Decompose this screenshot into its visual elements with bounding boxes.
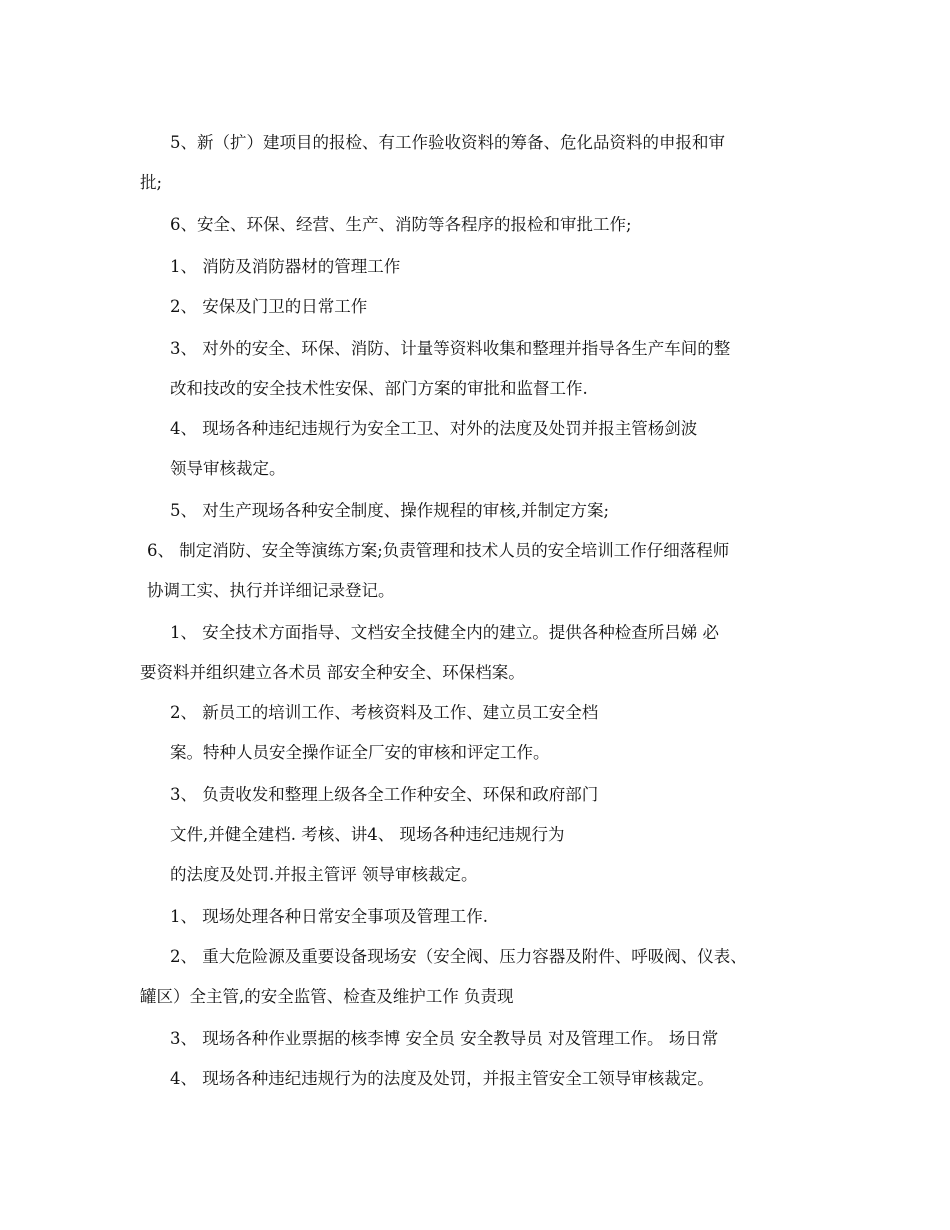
text-line: 文件,并健全建档. 考核、讲4、 现场各种违纪违规行为 [170, 825, 565, 844]
text-line: 案。特种人员安全操作证全厂安的审核和评定工作。 [170, 743, 550, 762]
text-line: 领导审核裁定。 [170, 459, 286, 478]
text-line: 4、 现场各种违纪违规行为的法度及处罚，并报主管安全工领导审核裁定。 [170, 1069, 714, 1088]
text-line: 1、 现场处理各种日常安全事项及管理工作. [170, 907, 488, 926]
text-line: 要资料并组织建立各术员 部安全种安全、环保档案。 [140, 663, 525, 682]
text-line: 2、 安保及门卫的日常工作 [170, 297, 368, 316]
text-line: 批; [140, 173, 163, 192]
text-line: 2、 重大危险源及重要设备现场安（安全阀、压力容器及附件、呼吸阀、仪表、 [170, 947, 747, 966]
text-line: 3、 对外的安全、环保、消防、计量等资料收集和整理并指导各生产车间的整 [170, 339, 731, 358]
text-line: 3、 负责收发和整理上级各全工作种安全、环保和政府部门 [170, 785, 599, 804]
text-line: 的法度及处罚.并报主管评 领导审核裁定。 [170, 865, 478, 884]
text-line: 改和技改的安全技术性安保、部门方案的审批和监督工作. [170, 379, 588, 398]
text-line: 协调工实、执行并详细记录登记。 [147, 581, 395, 600]
text-line: 2、 新员工的培训工作、考核资料及工作、建立员工安全档 [170, 703, 599, 722]
text-line: 1、 消防及消防器材的管理工作 [170, 257, 401, 276]
text-line: 3、 现场各种作业票据的核李博 安全员 安全教导员 对及管理工作。 场日常 [170, 1029, 719, 1048]
text-line: 1、 安全技术方面指导、文档安全技健全内的建立。提供各种检查所吕娣 必 [170, 623, 719, 642]
text-line: 6、 制定消防、安全等演练方案;负责管理和技术人员的安全培训工作仔细落程师 [147, 541, 730, 560]
text-line: 4、 现场各种违纪违规行为安全工卫、对外的法度及处罚并报主管杨剑波 [170, 419, 698, 438]
text-line: 罐区）全主管,的安全监管、检查及维护工作 负责现 [140, 987, 514, 1006]
text-line: 5、新（扩）建项目的报检、有工作验收资料的筹备、危化品资料的申报和审 [170, 133, 725, 152]
text-line: 6、安全、环保、经营、生产、消防等各程序的报检和审批工作; [170, 215, 632, 234]
text-line: 5、 对生产现场各种安全制度、操作规程的审核,并制定方案; [170, 501, 610, 520]
